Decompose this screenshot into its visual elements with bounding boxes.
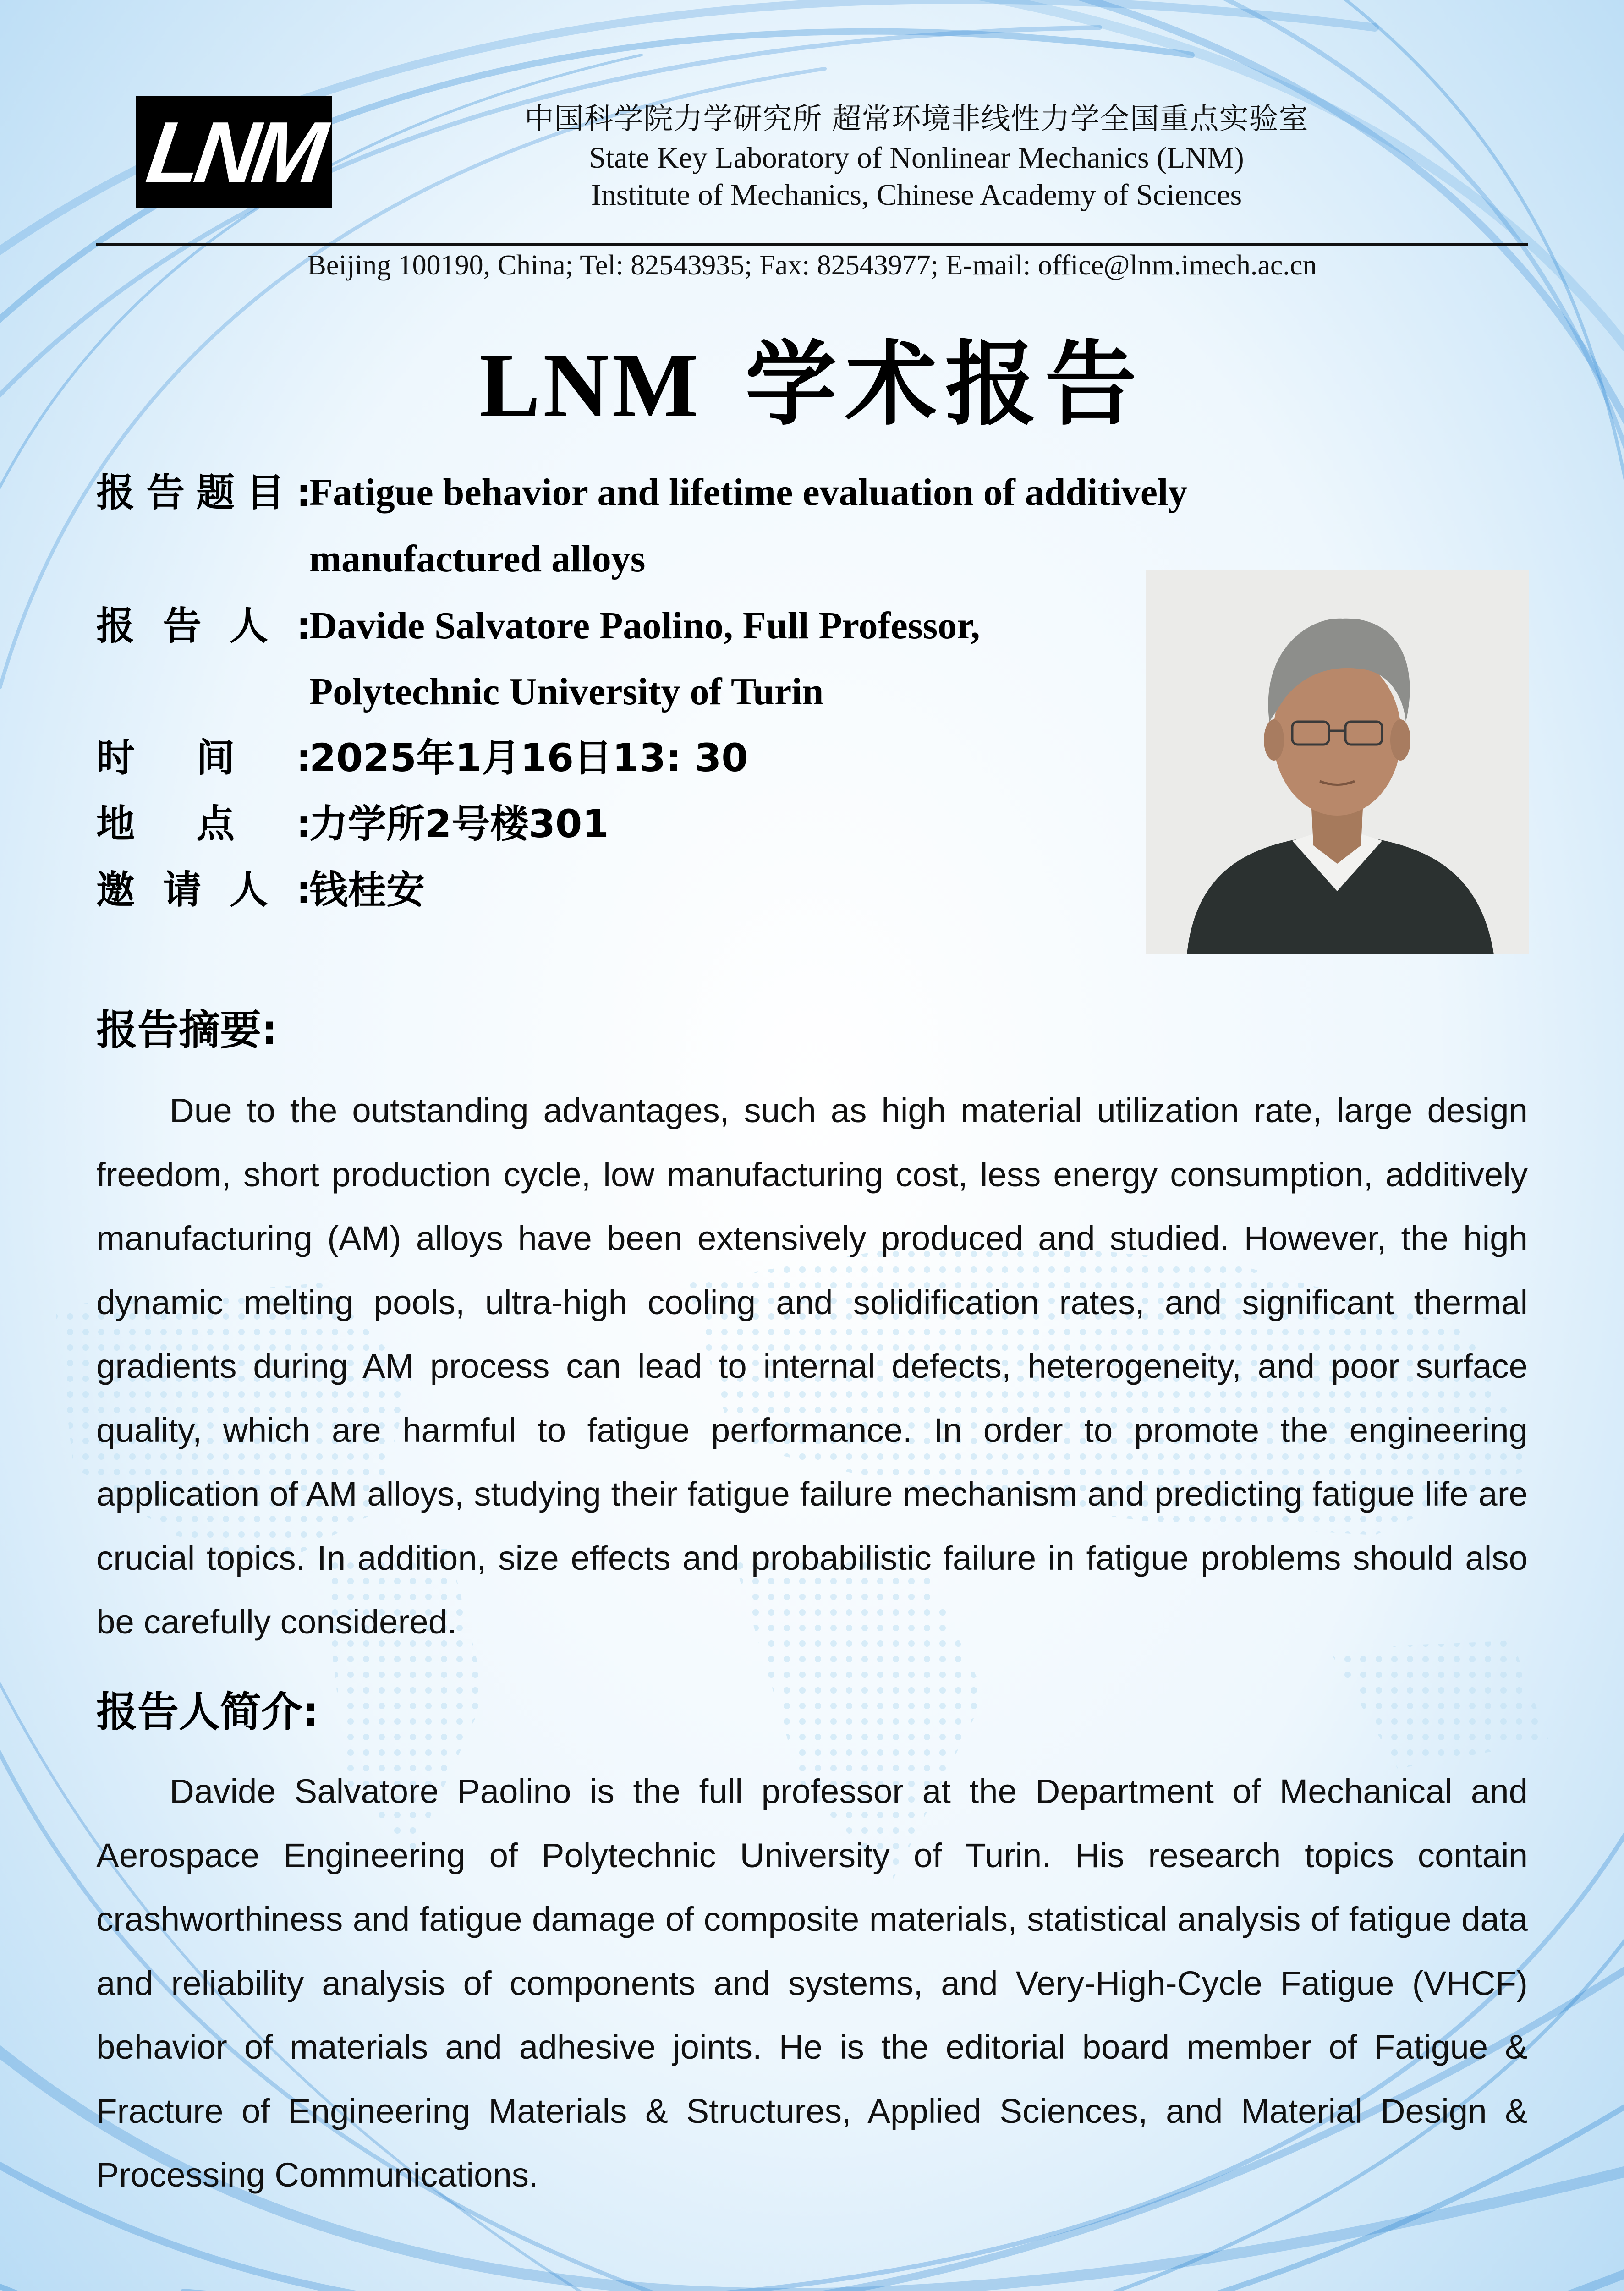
bio-text: Davide Salvatore Paolino is the full professor at the Department of Mechanical and Aerospace Engineering of Polytechnic University of Turin. His research topics contain crashworthiness and fatigue damage of composite materials, statistical analysis of fatigue data and reliability analysis of components and systems, and Very-High-Cycle Fatigue (VHCF) behavior of materials and adhesive joints. He is the editorial board member of Fatigue & Fracture of Engineering Materials & Structures, Applied Sciences, and Material Design & Processing Communications. [96, 1772, 1528, 2194]
speaker-value-line1: Davide Salvatore Paolino, Full Professor, [309, 604, 980, 647]
time-label: 时间: [96, 735, 312, 780]
speaker-portrait-photo [1146, 570, 1529, 954]
topic-value-line2: manufactured alloys [309, 537, 646, 580]
abstract-heading: 报告摘要: [96, 1006, 278, 1054]
place-value: 力学所2号楼301 [309, 801, 609, 846]
lnm-logo-text: LNM [141, 104, 327, 201]
contact-info: Beijing 100190, China; Tel: 82543935; Fax: 82543977; E-mail: office@lnm.imech.ac.cn [307, 250, 1317, 281]
speaker-label: 报告人: [96, 603, 312, 648]
page-title [0, 331, 1624, 438]
place-label: 地点: [96, 801, 312, 846]
lab-name-cn: 中国科学院力学研究所 超常环境非线性力学全国重点实验室 [524, 102, 1309, 136]
host-value: 钱桂安 [309, 867, 425, 912]
lnm-logo [136, 96, 332, 208]
host-label: 邀请人: [96, 867, 312, 912]
bio-heading: 报告人简介: [96, 1688, 319, 1736]
abstract-text: Due to the outstanding advantages, such as high material utilization rate, large design freedom, short production cycle, low manufacturing cost, less energy consumption, additively manufacturing (AM) alloys have been extensively produced and studied. However, the high dynamic melting pools, ultra-high cooling and solidification rates, and significant thermal gradients during AM process can lead to internal defects, heterogeneity, and poor surface quality, which are harmful to fatigue performance. In order to promote the engineering application of AM alloys, studying their fatigue failure mechanism and predicting fatigue life are crucial topics. In addition, size effects and probabilistic failure in fatigue problems should also be carefully considered. [96, 1091, 1528, 1641]
header-divider [96, 243, 1528, 246]
title-cn: 学术报告 [745, 331, 1145, 438]
topic-value-line1: Fatigue behavior and lifetime evaluation of additively [309, 471, 1188, 514]
title-prefix: LNM [479, 335, 702, 436]
lab-name-en: State Key Laboratory of Nonlinear Mechanics (LNM) [589, 141, 1244, 175]
time-value: 2025年1月16日13: 30 [309, 735, 748, 780]
topic-label: 报告题目: [96, 470, 312, 515]
speaker-value-line2: Polytechnic University of Turin [309, 670, 824, 713]
institute-name-en: Institute of Mechanics, Chinese Academy of Sciences [591, 178, 1242, 212]
